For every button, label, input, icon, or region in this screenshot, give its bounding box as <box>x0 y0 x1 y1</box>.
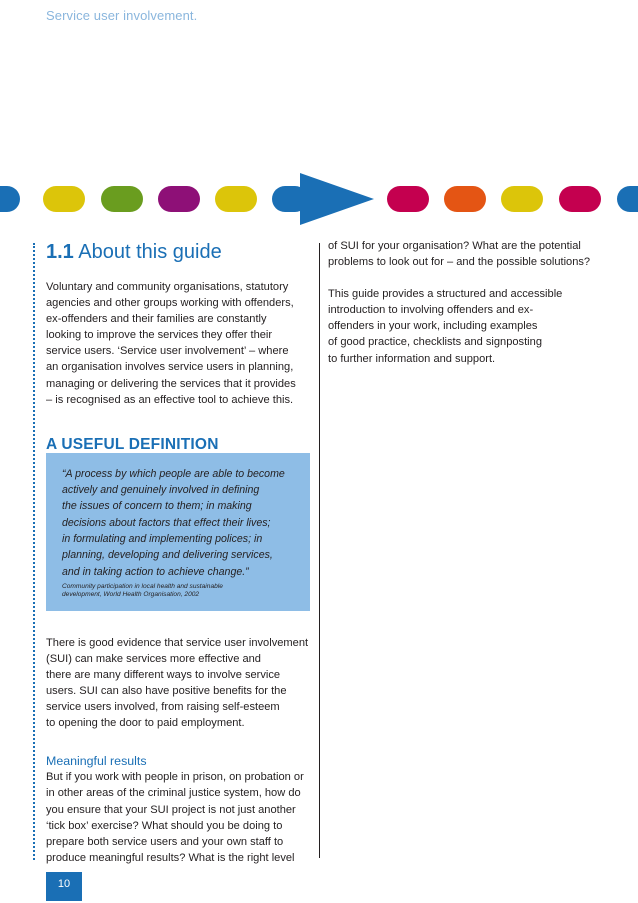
text-line: ‘tick box’ exercise? What should you be doing to <box>46 819 283 832</box>
pill-9 <box>559 186 601 212</box>
section-number: 1.1 <box>46 241 74 263</box>
text-line: managing or delivering the services that it provides <box>46 377 296 390</box>
text-line: of good practice, checklists and signposting <box>328 336 542 349</box>
section-title: About this guide <box>78 241 222 263</box>
quote-line: the issues of concern to them; in making <box>62 500 252 513</box>
text-line: in other areas of the criminal justice system, how do <box>46 787 301 800</box>
pill-10 <box>617 186 638 212</box>
text-line: problems to look out for – and the possible solutions? <box>328 256 591 269</box>
arrow-right-icon <box>272 173 377 225</box>
quote-line: actively and genuinely involved in defining <box>62 484 260 497</box>
continued-paragraph <box>328 238 600 270</box>
arrow-head <box>300 173 374 225</box>
text-line: prepare both service users and your own staff to <box>46 835 284 848</box>
running-head: Service user involvement. <box>46 8 198 23</box>
pill-8 <box>501 186 543 212</box>
pill-6 <box>387 186 429 212</box>
column-divider <box>319 243 320 858</box>
text-line: agencies and other groups working with offenders, <box>46 297 294 310</box>
right-column <box>328 238 600 367</box>
text-line: offenders in your work, including examples <box>328 320 538 333</box>
text-line: produce meaningful results? What is the right level <box>46 851 295 864</box>
source-line: development, World Health Organisation, 2002 <box>62 591 200 599</box>
quote-line: “A process by which people are able to become <box>62 467 285 480</box>
text-line: There is good evidence that service user involvement <box>46 636 309 649</box>
text-line: Voluntary and community organisations, statutory <box>46 281 289 293</box>
text-line: to opening the door to paid employment. <box>46 717 245 730</box>
text-line: service users involved, from raising self-esteem <box>46 701 280 714</box>
text-line: But if you work with people in prison, on probation or <box>46 771 304 784</box>
text-line: to further information and support. <box>328 352 496 365</box>
meaningful-results-heading: Meaningful results <box>46 754 147 769</box>
definition-heading: A USEFUL DEFINITION <box>46 435 219 453</box>
guide-paragraph <box>328 286 600 366</box>
text-line: service users. ‘Service user involvement’ – where <box>46 345 289 358</box>
left-dotted-rule <box>33 243 35 860</box>
text-line: of SUI for your organisation? What are the potential <box>328 240 581 252</box>
pill-5 <box>215 186 257 212</box>
quote-line: in formulating and implementing polices; in <box>62 532 263 545</box>
pill-1 <box>0 186 20 212</box>
pill-7 <box>444 186 486 212</box>
text-line: introduction to involving offenders and ex- <box>328 304 534 317</box>
quote-line: planning, developing and delivering services, <box>62 549 273 562</box>
text-line: looking to improve the services they offer their <box>46 329 273 342</box>
section-heading <box>46 238 312 266</box>
definition-quote <box>62 466 310 580</box>
evidence-paragraph <box>46 635 312 732</box>
quote-line: and in taking action to achieve change.” <box>62 565 249 578</box>
left-column <box>46 238 312 866</box>
quote-line: decisions about factors that effect their lives; <box>62 516 271 529</box>
text-line: (SUI) can make services more effective and <box>46 652 261 665</box>
text-line: – is recognised as an effective tool to achieve this. <box>46 393 294 406</box>
text-line: you ensure that your SUI project is not just another <box>46 803 296 816</box>
intro-paragraph <box>46 279 312 408</box>
definition-box <box>46 453 310 611</box>
text-line: ex-offenders and their families are constantly <box>46 313 267 326</box>
definition-source <box>62 583 310 600</box>
text-line: an organisation involves service users in planning, <box>46 361 294 374</box>
text-line: users. SUI can also have positive benefits for the <box>46 685 287 698</box>
pill-2 <box>43 186 85 212</box>
results-paragraph <box>46 769 312 866</box>
decorative-pill-band <box>0 173 638 225</box>
pill-3 <box>101 186 143 212</box>
text-line: there are many different ways to involve service <box>46 668 281 681</box>
source-line: Community participation in local health and sustainable <box>62 582 223 590</box>
text-line: This guide provides a structured and accessible <box>328 288 563 301</box>
page-number: 10 <box>46 872 82 901</box>
pill-4 <box>158 186 200 212</box>
